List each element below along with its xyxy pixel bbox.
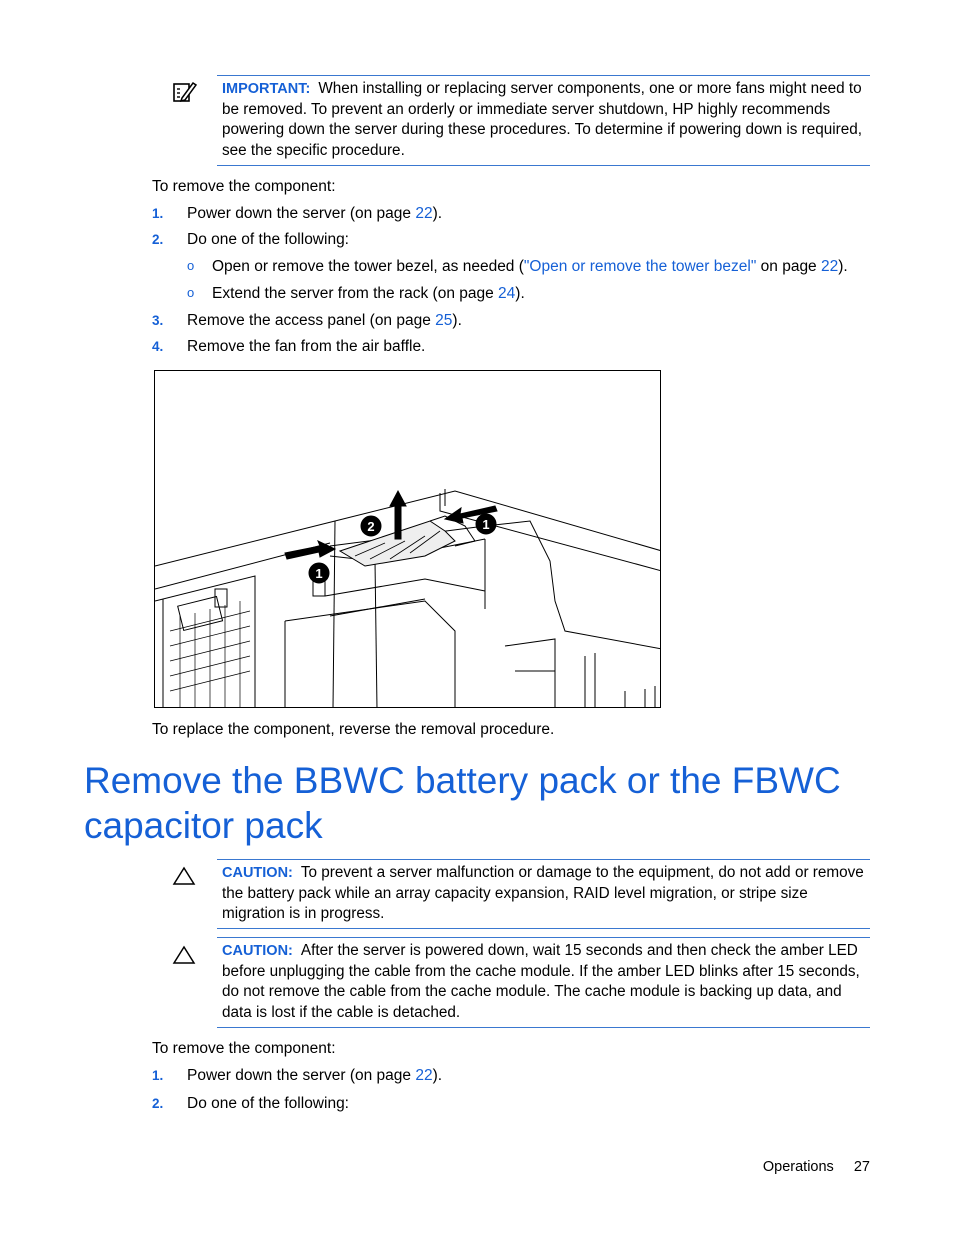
step-number: 1.: [152, 1068, 164, 1083]
step-text: Remove the access panel (on page: [187, 312, 436, 329]
caution-note-1: [217, 859, 870, 929]
callout-1-right: 1: [482, 517, 490, 532]
step-number: 2.: [152, 1096, 164, 1111]
important-text: When installing or replacing server components, one or more fans might need to be removed. To prevent an orderly or immediate server shutdown, HP highly recommends powering down the server during these procedures. To determine if powering down is required, see the specific procedure.: [222, 80, 862, 159]
substep-text-mid: on page: [756, 258, 821, 275]
caution-triangle-icon: [172, 945, 196, 965]
tower-bezel-link[interactable]: "Open or remove the tower bezel": [523, 258, 757, 275]
step-text: Power down the server (on page: [187, 1067, 416, 1084]
fan-removal-figure: [154, 370, 661, 708]
step-text: Do one of the following:: [187, 231, 349, 248]
substep-text: Extend the server from the rack (on page: [212, 285, 499, 302]
step-number: 3.: [152, 313, 164, 328]
intro-text: To remove the component:: [152, 178, 336, 195]
step-text-end: ).: [432, 205, 443, 222]
page-number: 27: [853, 1159, 870, 1175]
page-footer: [763, 1159, 870, 1175]
caution-text: After the server is powered down, wait 15 seconds and then check the amber LED before unplugging the cable from the cache module. If the amber LED blinks after 15 seconds, do not remove the cable from the cache module. The cache module is backing up data, and data is lost if the cable is detached.: [222, 942, 860, 1021]
caution-note-2: [217, 937, 870, 1028]
important-note-icon: [172, 80, 198, 104]
step-text: Remove the fan from the air baffle.: [187, 338, 426, 355]
page-link[interactable]: 22: [415, 1067, 433, 1084]
substep-text-end: ).: [838, 258, 848, 275]
page-link[interactable]: 25: [435, 312, 453, 329]
caution-label: CAUTION:: [222, 865, 293, 881]
caution-label: CAUTION:: [222, 943, 293, 959]
callout-2: 2: [367, 519, 375, 534]
bullet: o: [187, 285, 195, 300]
step-text: Power down the server (on page: [187, 205, 416, 222]
fan-removal-illustration: [155, 371, 661, 708]
step-number: 2.: [152, 232, 164, 247]
page-link[interactable]: 22: [415, 205, 433, 222]
page-link[interactable]: 22: [821, 258, 839, 275]
callout-1-left: 1: [315, 566, 323, 581]
caution-text: To prevent a server malfunction or damage to the equipment, do not add or remove the battery pack while an array capacity expansion, RAID level migration, or stripe size migration is in progress.: [222, 864, 864, 922]
substep-text-end: ).: [515, 285, 525, 302]
step-number: 4.: [152, 339, 164, 354]
replace-text: To replace the component, reverse the removal procedure.: [152, 721, 555, 738]
page-link[interactable]: 24: [498, 285, 516, 302]
step-text-end: ).: [452, 312, 462, 329]
footer-section: Operations: [762, 1159, 834, 1175]
section-heading: Remove the BBWC battery pack or the FBWC capacitor pack: [84, 760, 841, 846]
intro-text-2: To remove the component:: [152, 1040, 336, 1057]
caution-triangle-icon: [172, 866, 196, 886]
step-number: 1.: [152, 206, 164, 221]
substep-text: Open or remove the tower bezel, as needed (: [212, 258, 524, 275]
important-label: IMPORTANT:: [222, 81, 311, 97]
bullet: o: [187, 258, 195, 273]
step-text: Do one of the following:: [187, 1095, 349, 1112]
step-text-end: ).: [432, 1067, 443, 1084]
important-note: [217, 75, 870, 166]
